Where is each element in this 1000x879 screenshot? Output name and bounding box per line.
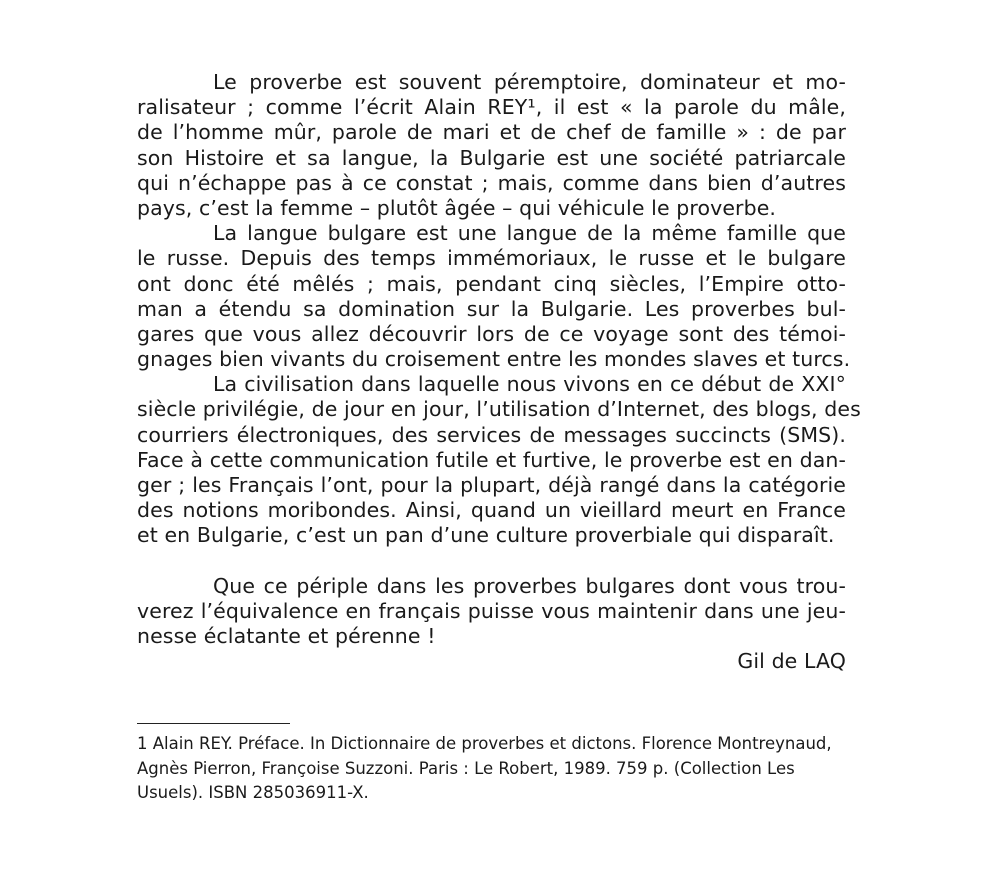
text-line: Le proverbe est souvent péremptoire, dominateur et mo- <box>213 70 846 94</box>
text-line: gares que vous allez découvrir lors de ce voyage sont des témoi- <box>137 321 846 346</box>
text-line: La civilisation dans laquelle nous vivons en ce début de XXI° <box>213 372 846 397</box>
footnote-line: 1 Alain REY. Préface. In Dictionnaire de proverbes et dictons. Florence Montreynaud, <box>137 734 832 753</box>
text-line: qui n’échappe pas à ce constat ; mais, comme dans bien d’autres <box>137 170 846 195</box>
footnote-line: Usuels). ISBN 285036911-X. <box>137 783 369 802</box>
text-line: de l’homme mûr, parole de mari et de chef de famille » : de par <box>137 120 846 145</box>
text-line: son Histoire et sa langue, la Bulgarie est une société patriarcale <box>137 145 846 170</box>
text-line: ralisateur ; comme l’écrit Alain REY¹, il est « la parole du mâle, <box>137 95 846 120</box>
footnote <box>137 732 857 806</box>
text-line: des notions moribondes. Ainsi, quand un vieillard meurt en France <box>137 498 846 523</box>
footnote-line: Agnès Pierron, Françoise Suzzoni. Paris : Le Robert, 1989. 759 p. (Collection Les <box>137 758 795 778</box>
text-line: ger ; les Français l’ont, pour la plupart, déjà rangé dans la catégorie <box>137 473 846 497</box>
text-line: man a étendu sa domination sur la Bulgarie. Les proverbes bul- <box>137 296 846 321</box>
text-line: La langue bulgare est une langue de la même famille que <box>213 221 846 246</box>
signature: Gil de LAQ <box>737 649 846 674</box>
text-line: et en Bulgarie, c’est un pan d’une culture proverbiale qui disparaît. <box>137 523 835 548</box>
text-line: pays, c’est la femme – plutôt âgée – qui véhicule le proverbe. <box>137 195 777 220</box>
text-line: siècle privilégie, de jour en jour, l’utilisation d’Internet, des blogs, des <box>137 397 861 422</box>
text-line: verez l’équivalence en français puisse vous maintenir dans une jeu- <box>137 598 846 623</box>
text-line: le russe. Depuis des temps immémoriaux, le russe et le bulgare <box>137 246 846 271</box>
text-line: Face à cette communication futile et furtive, le proverbe est en dan- <box>137 447 846 472</box>
paragraph-3 <box>137 372 861 548</box>
paragraph-2 <box>137 221 851 372</box>
preface-text <box>137 70 861 675</box>
footnote-separator <box>137 723 290 724</box>
paragraph-4 <box>137 574 846 650</box>
paragraph-1 <box>137 70 846 221</box>
text-line: courriers électroniques, des services de messages succincts (SMS). <box>137 422 846 447</box>
text-line: ont donc été mêlés ; mais, pendant cinq siècles, l’Empire otto- <box>137 271 846 296</box>
text-line: Que ce périple dans les proverbes bulgares dont vous trou- <box>213 573 846 598</box>
text-line: nesse éclatante et pérenne ! <box>137 624 436 649</box>
text-line: gnages bien vivants du croisement entre les mondes slaves et turcs. <box>137 347 851 372</box>
paragraph-spacer <box>137 549 846 574</box>
